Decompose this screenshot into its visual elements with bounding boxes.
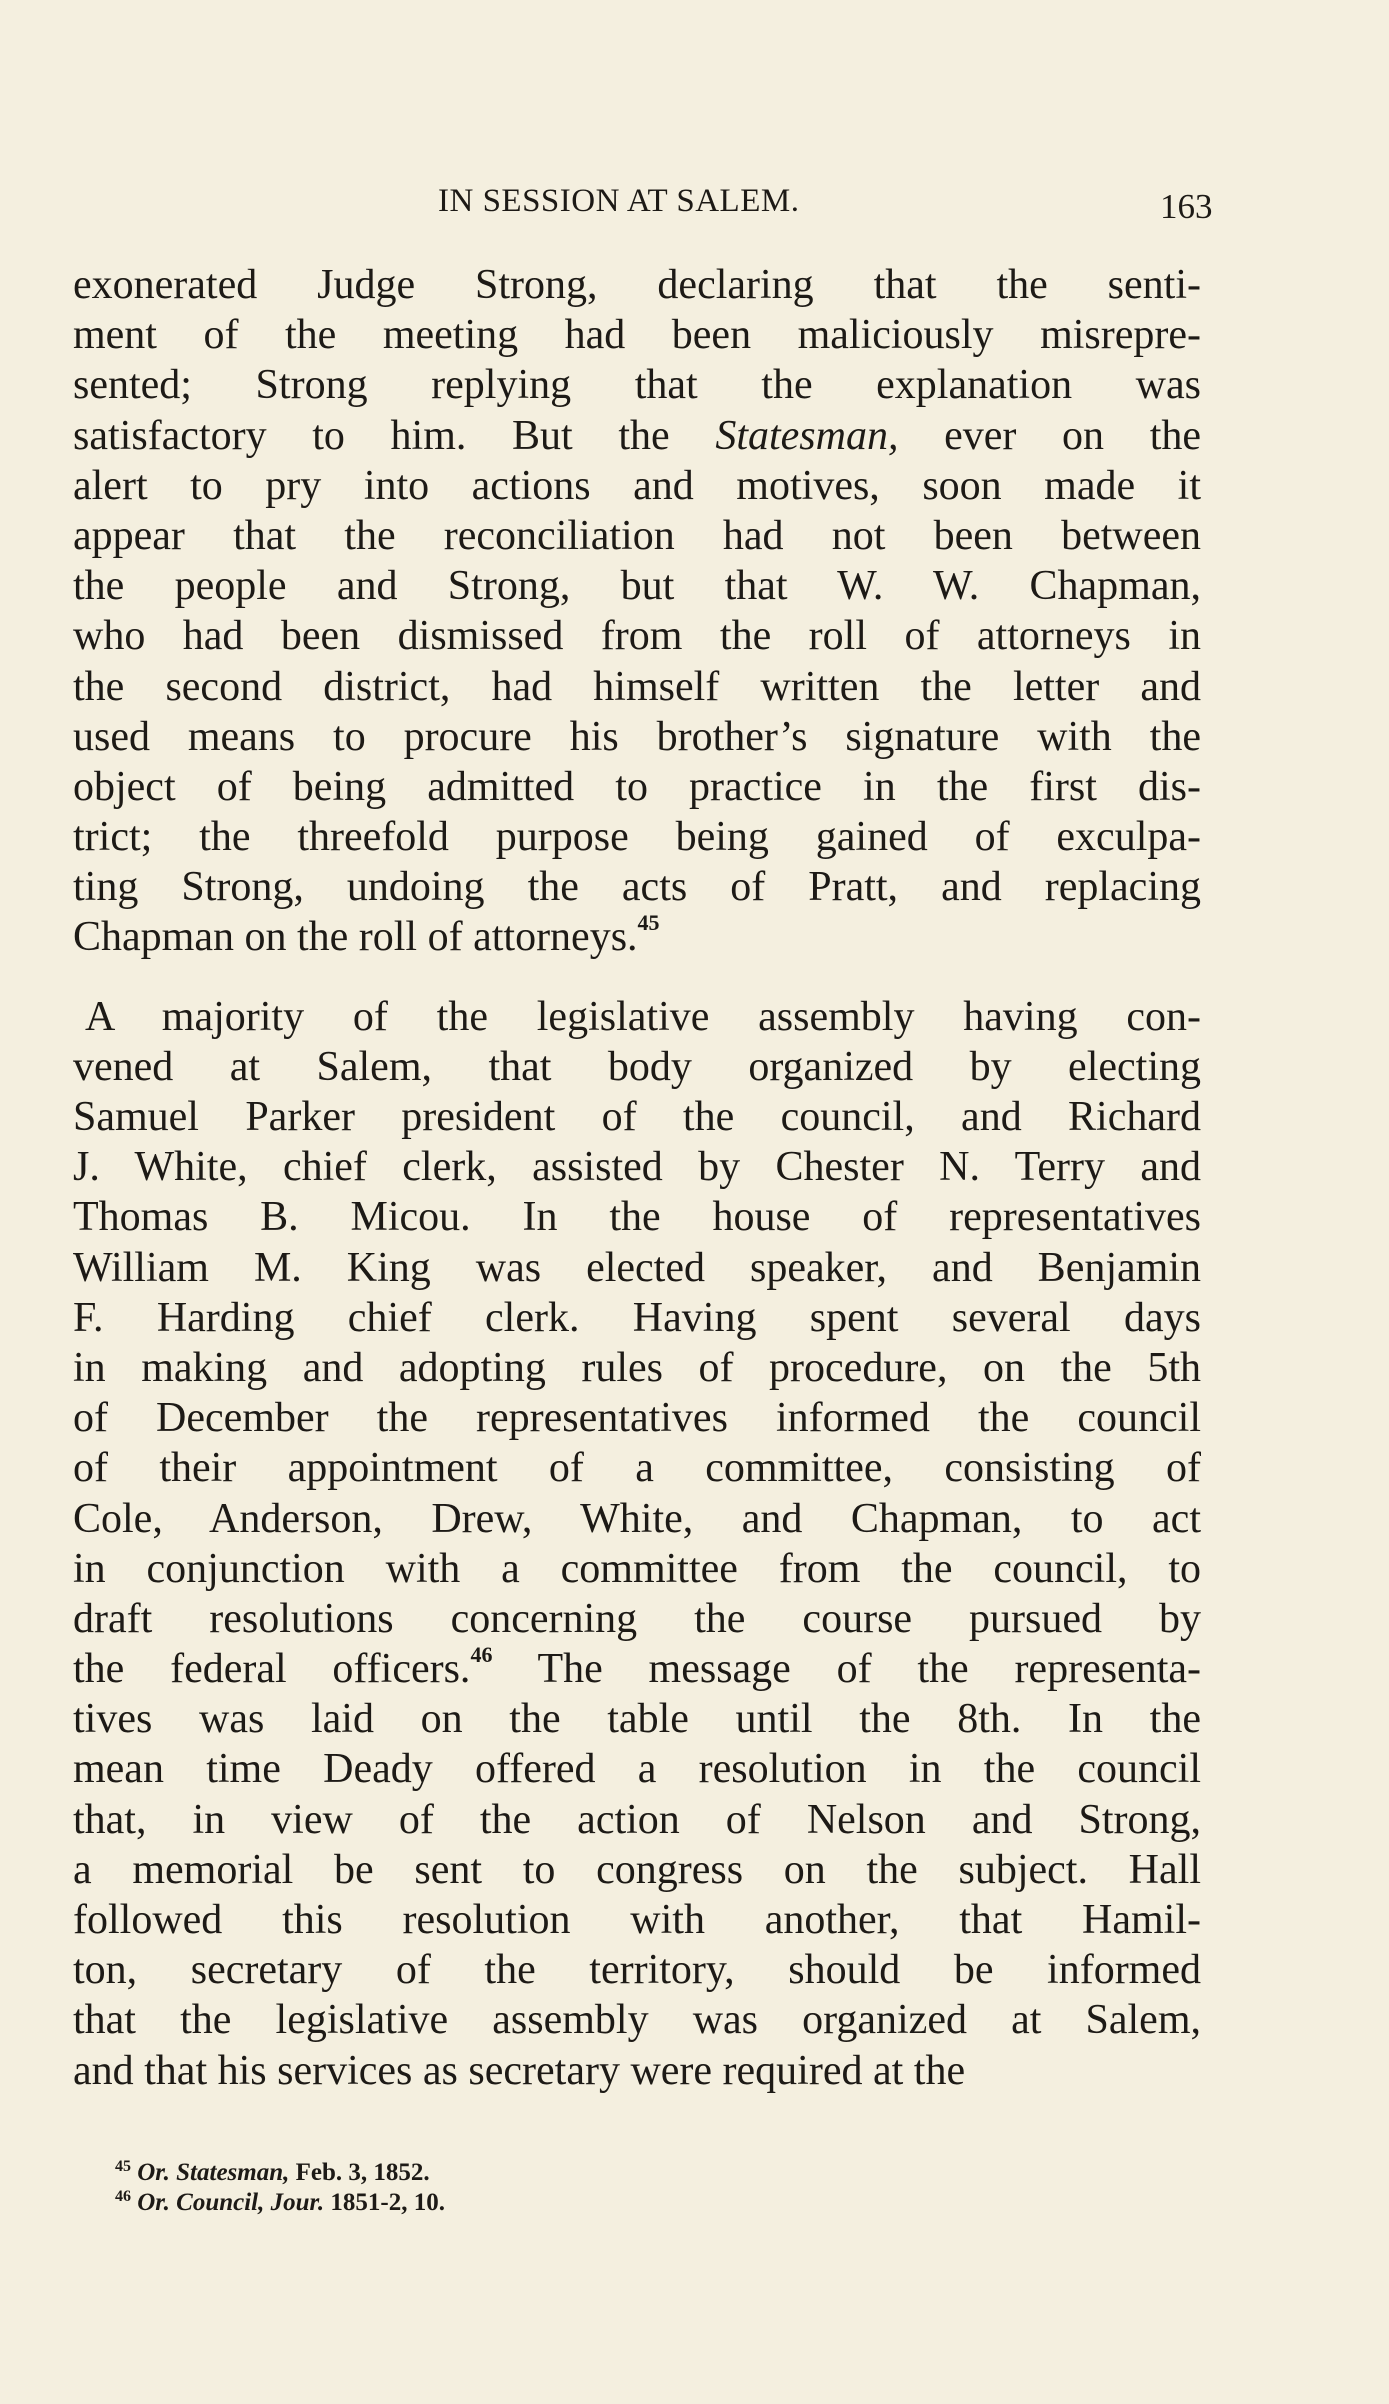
text-line [73, 2046, 1201, 2096]
text-run: alert to pry into actions and motives, soon made it [73, 462, 1201, 509]
paragraph-gap [73, 963, 1201, 992]
footnote [115, 2188, 815, 2218]
footnotes [115, 2158, 815, 2218]
text-run: trict; the threefold purpose being gained of exculpa- [73, 814, 1201, 861]
text-run: ting Strong, undoing the acts of Pratt, and replacing [73, 864, 1201, 911]
text-line [73, 1594, 1201, 1644]
text-run: mean time Deady offered a resolution in the council [73, 1746, 1201, 1793]
text-run: ever on the [898, 412, 1201, 459]
text-run: sented; Strong replying that the explanation was [73, 362, 1201, 409]
text-run: the people and Strong, but that W. W. Chapman, [73, 563, 1201, 610]
text-run: satisfactory to him. But the [73, 412, 716, 459]
text-line [73, 1744, 1201, 1794]
italic-text: Or. Council, Jour. [137, 2189, 325, 2216]
text-run: that, in view of the action of Nelson and Strong, [73, 1796, 1201, 1843]
text-line [73, 1293, 1201, 1343]
text-line [73, 611, 1201, 661]
running-head [0, 183, 1389, 233]
text-line [73, 1895, 1201, 1945]
text-line [73, 862, 1201, 912]
text-run: ton, secretary of the territory, should be informed [73, 1947, 1201, 1994]
text-run: J. White, chief clerk, assisted by Chester N. Terry and [73, 1144, 1201, 1191]
text-run: of their appointment of a committee, consisting of [73, 1445, 1201, 1492]
text-run: William M. King was elected speaker, and Benjamin [73, 1244, 1201, 1291]
text-run: Chapman on the roll of attorneys. [73, 914, 638, 961]
body-text [73, 260, 1201, 2096]
text-run: in conjunction with a committee from the council, to [73, 1545, 1201, 1592]
text-run: exonerated Judge Strong, declaring that the senti- [73, 262, 1201, 308]
text-line [73, 260, 1201, 310]
text-line [73, 1142, 1201, 1192]
text-run: Samuel Parker president of the council, and Richard [73, 1094, 1201, 1140]
text-run: object of being admitted to practice in the first dis- [73, 763, 1201, 810]
footnote-reference: 45 [637, 910, 660, 936]
text-line [73, 411, 1201, 461]
text-run: in making and adopting rules of procedure, on the 5th [73, 1344, 1201, 1391]
text-line [73, 712, 1201, 762]
text-run: draft resolutions concerning the course pursued by [73, 1595, 1201, 1642]
text-run: a memorial be sent to congress on the subject. Hall [73, 1846, 1201, 1893]
footnote-reference: 46 [115, 2188, 131, 2205]
text-run: and that his services as secretary were required at the [73, 2047, 966, 2094]
text-line [73, 1694, 1201, 1744]
text-run: the federal officers. [73, 1646, 471, 1693]
text-run: Cole, Anderson, Drew, White, and Chapman, to act [73, 1495, 1201, 1542]
text-run: tives was laid on the table until the 8th. In the [73, 1696, 1201, 1743]
text-run: ment of the meeting had been maliciously misrepre- [73, 312, 1201, 359]
text-line [73, 1092, 1201, 1142]
text-run: that the legislative assembly was organized at Salem, [73, 1997, 1201, 2044]
text-run: F. Harding chief clerk. Having spent several days [73, 1294, 1201, 1341]
text-line [73, 812, 1201, 862]
text-run: of December the representatives informed the council [73, 1395, 1201, 1442]
text-line [73, 1945, 1201, 1995]
text-run: appear that the reconciliation had not been between [73, 512, 1201, 559]
text-line [73, 1644, 1201, 1694]
text-line [73, 1192, 1201, 1242]
footnote [115, 2158, 815, 2188]
text-line [73, 360, 1201, 410]
footnote-reference: 45 [115, 2158, 131, 2175]
text-line [73, 1343, 1201, 1393]
text-line [73, 912, 1201, 962]
text-line [73, 461, 1201, 511]
running-title: IN SESSION AT SALEM. [438, 183, 800, 219]
text-line [73, 1443, 1201, 1493]
italic-text: Statesman, [715, 412, 899, 459]
text-line [73, 310, 1201, 360]
text-run: A majority of the legislative assembly having con- [85, 993, 1201, 1040]
text-line [73, 1393, 1201, 1443]
text-run: followed this resolution with another, that Hamil- [73, 1897, 1201, 1943]
page-number: 163 [1160, 187, 1213, 226]
text-run: the second district, had himself written the letter and [73, 663, 1201, 710]
text-run: 1851-2, 10. [324, 2189, 445, 2216]
text-run: The message of the representa- [492, 1646, 1201, 1693]
paragraph [73, 260, 1201, 963]
text-run: who had been dismissed from the roll of attorneys in [73, 613, 1201, 660]
text-line [73, 992, 1201, 1042]
text-line [73, 1243, 1201, 1293]
paragraph [73, 992, 1201, 2096]
text-line [73, 1795, 1201, 1845]
text-run: used means to procure his brother’s signature with the [73, 713, 1201, 760]
footnote-reference: 46 [470, 1642, 493, 1668]
text-line [73, 561, 1201, 611]
text-line [73, 1042, 1201, 1092]
text-line [73, 662, 1201, 712]
text-line [73, 1995, 1201, 2045]
text-line [73, 1845, 1201, 1895]
italic-text: Or. Statesman, [137, 2159, 290, 2186]
text-line [73, 1544, 1201, 1594]
text-run: Thomas B. Micou. In the house of representatives [73, 1194, 1201, 1241]
text-run: vened at Salem, that body organized by electing [73, 1043, 1201, 1090]
text-run: Feb. 3, 1852. [289, 2159, 430, 2186]
text-line [73, 511, 1201, 561]
text-line [73, 1494, 1201, 1544]
text-line [73, 762, 1201, 812]
